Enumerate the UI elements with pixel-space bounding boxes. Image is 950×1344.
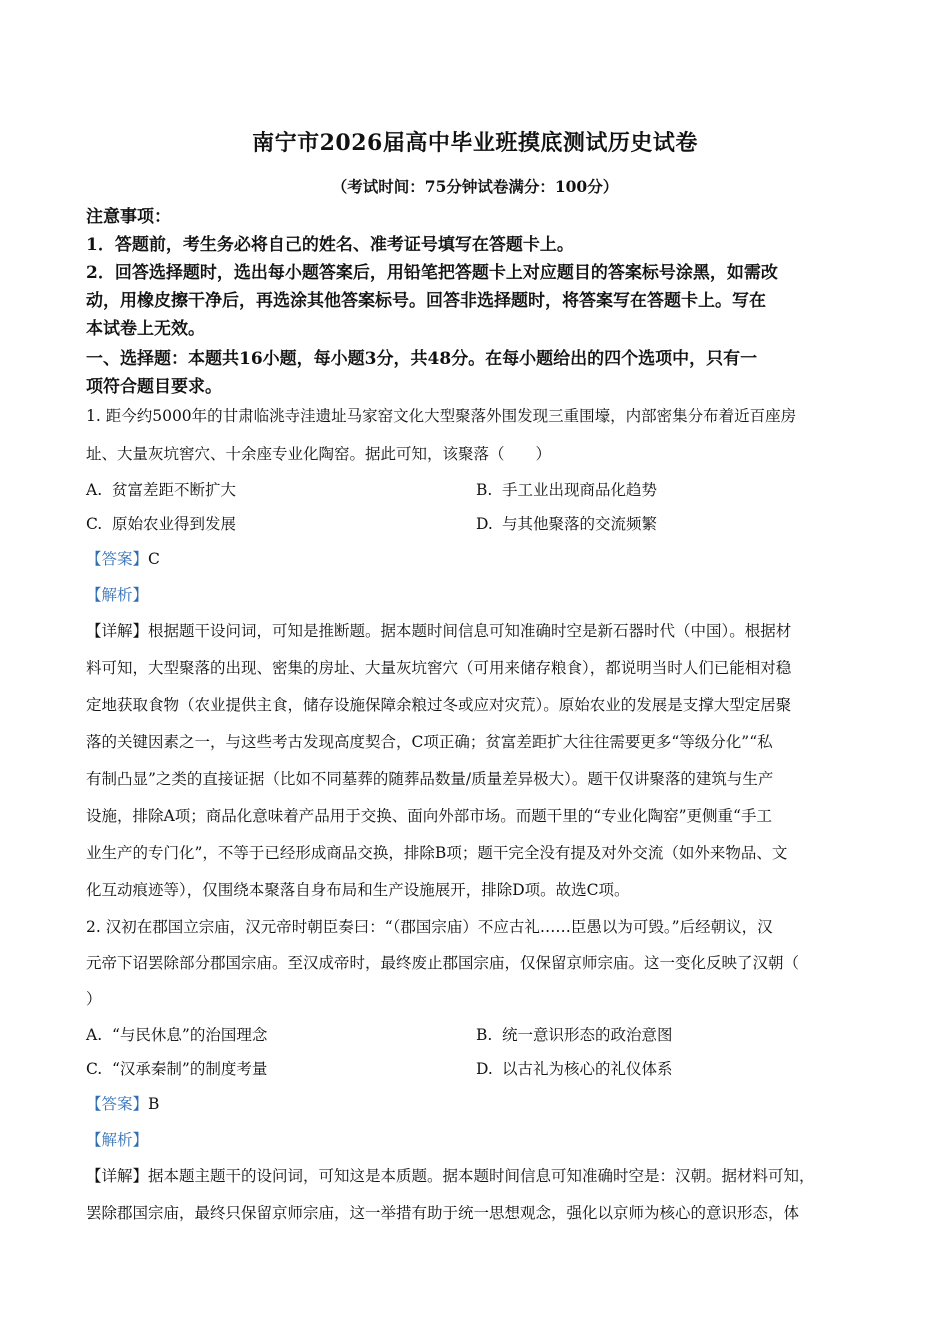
option-c: C. “汉承秦制”的制度考量	[86, 1060, 268, 1078]
detail-line: 【详解】据本题主题干的设问词，可知这是本质题。据本题时间信息可知准确时空是：汉朝。据材料可知，	[86, 1167, 815, 1185]
page-title: 南宁市2026届高中毕业班摸底测试历史试卷	[252, 130, 698, 156]
option-c: C. 原始农业得到发展	[86, 515, 237, 533]
question-stem: 2. 汉初在郡国立宗庙，汉元帝时朝臣奏曰：“（郡国宗庙）不应古礼……臣愚以为可毁。”后经朝议，汉	[86, 918, 773, 936]
detail-line: 【详解】根据题干设问词，可知是推断题。据本题时间信息可知准确时空是新石器时代（中国）。根据材	[86, 622, 792, 640]
option-b: B. 统一意识形态的政治意图	[476, 1026, 673, 1044]
notice-heading: 注意事项：	[86, 207, 171, 227]
question-stem: 址、大量灰坑窖穴、十余座专业化陶窑。据此可知，该聚落（ ）	[86, 445, 552, 463]
notice-line: 本试卷上无效。	[86, 319, 205, 339]
answer-line	[86, 1086, 866, 1122]
option-b: B. 手工业出现商品化趋势	[476, 481, 658, 499]
detail-line: 有制凸显”之类的直接证据（比如不同墓葬的随葬品数量/质量差异极大）。题干仅讲聚落的建筑与生产	[86, 770, 774, 788]
notice-line: 2．回答选择题时，选出每小题答案后，用铅笔把答题卡上对应题目的答案标号涂黑，如需改	[86, 263, 778, 283]
option-d: D. 与其他聚落的交流频繁	[476, 515, 658, 533]
answer-line	[86, 541, 866, 577]
section-heading: 项符合题目要求。	[86, 377, 222, 397]
option-a: A. 贫富差距不断扩大	[86, 481, 237, 499]
notice-line: 1．答题前，考生务必将自己的姓名、准考证号填写在答题卡上。	[86, 235, 574, 255]
question-stem: 1. 距今约5000年的甘肃临洮寺洼遗址马家窑文化大型聚落外围发现三重围壕，内部密集分布着近百座房	[86, 407, 797, 425]
question-stem: 元帝下诏罢除部分郡国宗庙。至汉成帝时，最终废止郡国宗庙，仅保留京师宗庙。这一变化反映了汉朝（	[86, 954, 800, 972]
option-d: D. 以古礼为核心的礼仪体系	[476, 1060, 673, 1078]
detail-line: 料可知，大型聚落的出现、密集的房址、大量灰坑窖穴（可用来储存粮食），都说明当时人们已能相对稳	[86, 659, 792, 677]
detail-tag: 【详解】	[86, 1167, 149, 1185]
answer-value: C	[148, 550, 160, 568]
detail-tag: 【详解】	[86, 622, 149, 640]
section-heading: 一、选择题：本题共16小题，每小题3分，共48分。在每小题给出的四个选项中，只有一	[86, 349, 758, 369]
detail-line: 业生产的专门化”，不等于已经形成商品交换，排除B项；题干完全没有提及对外交流（如外来物品、文	[86, 844, 788, 862]
answer-tag: 【答案】	[86, 550, 149, 568]
notice-line: 动，用橡皮擦干净后，再选涂其他答案标号。回答非选择题时，将答案写在答题卡上。写在	[86, 291, 766, 311]
option-a: A. “与民休息”的治国理念	[86, 1026, 268, 1044]
answer-value: B	[148, 1095, 160, 1113]
exam-info: （考试时间：75分钟试卷满分：100分）	[331, 177, 619, 196]
answer-tag: 【答案】	[86, 1095, 149, 1113]
detail-line: 设施，排除A项；商品化意味着产品用于交换、面向外部市场。而题干里的“专业化陶窑”更侧重“手工	[86, 807, 772, 825]
detail-line: 罢除郡国宗庙，最终只保留京师宗庙，这一举措有助于统一思想观念，强化以京师为核心的意识形态，体	[86, 1204, 800, 1222]
analysis-tag: 【解析】	[86, 1131, 149, 1149]
detail-line: 化互动痕迹等），仅围绕本聚落自身布局和生产设施展开，排除D项。故选C项。	[86, 881, 630, 899]
analysis-tag: 【解析】	[86, 586, 149, 604]
detail-line: 落的关键因素之一，与这些考古发现高度契合，C项正确；贫富差距扩大往往需要更多“等级分化”“私	[86, 733, 773, 751]
question-stem: ）	[86, 990, 102, 1008]
detail-line: 定地获取食物（农业提供主食，储存设施保障余粮过冬或应对灾荒）。原始农业的发展是支撑大型定居聚	[86, 696, 792, 714]
